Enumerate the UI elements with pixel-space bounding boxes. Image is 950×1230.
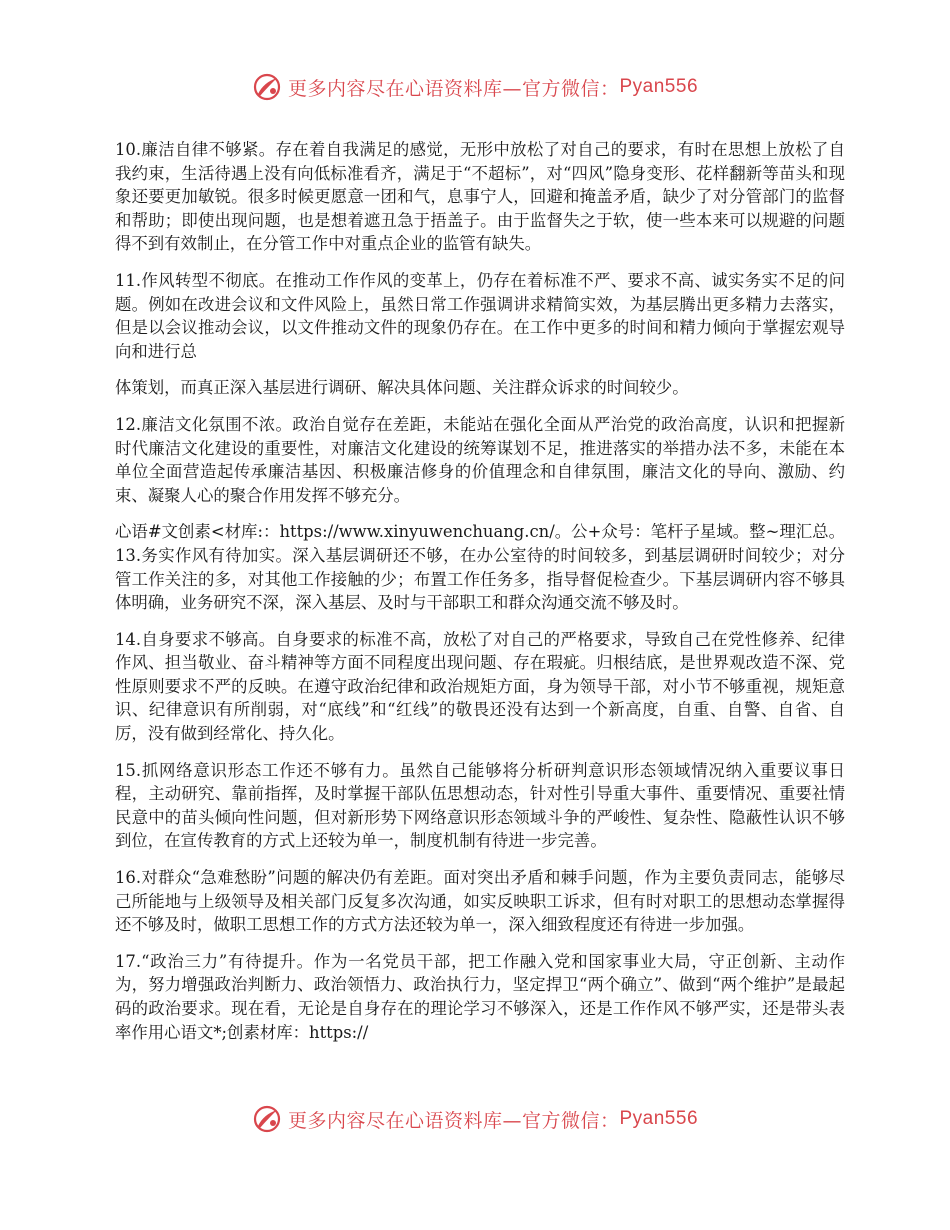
paragraph-10: 10.廉洁自律不够紧。存在着自我满足的感觉，无形中放松了对自己的要求，有时在思想上放松了自我约束，生活待遇上没有向低标准看齐，满足于“不超标”，对“四风”隐身变形、花样翻新等苗头和现象还要更加敏锐。很多时候更愿意一团和气，息事宁人，回避和掩盖矛盾，缺少了对分管部门的监督和帮助；即使出现问题，也是想着遮丑急于捂盖子。由于监督失之于软，使一些本来可以规避的问题得不到有效制止，在分管工作中对重点企业的监管有缺失。 [115, 140, 845, 254]
paragraph-13: 心语#文创素<材库:：https://www.xinyuwenchuang.cn/。公+众号：笔杆子星域。整~理汇总。13.务实作风有待加实。深入基层调研还不够，在办公室待的时间较多，到基层调研时间较少；对分管工作关注的多，对其他工作接触的少；布置工作任务多，指导督促检查少。下基层调研内容不够具体明确，业务研究不深，深入基层、及时与干部职工和群众沟通交流不够及时。 [115, 522, 845, 613]
paragraph-17: 17.“政治三力”有待提升。作为一名党员干部，把工作融入党和国家事业大局，守正创新、主动作为，努力增强政治判断力、政治领悟力、政治执行力，坚定捍卫“两个确立”、做到“两个维护”是最起码的政治要求。现在看，无论是自身存在的理论学习不够深入，还是工作作风不够严实，还是带头表率作用心语文*;创素材库：https:// [115, 951, 845, 1042]
paragraph-14: 14.自身要求不够高。自身要求的标准不高，放松了对自己的严格要求，导致自己在党性修养、纪律作风、担当敬业、奋斗精神等方面不同程度出现问题、存在瑕疵。归根结底，是世界观改造不深、党性原则要求不严的反映。在遵守政治纪律和政治规矩方面，身为领导干部，对小节不够重视，规矩意识、纪律意识有所削弱，对“底线”和“红线”的敬畏还没有达到一个新高度，自重、自警、自省、自厉，没有做到经常化、持久化。 [115, 629, 845, 744]
paragraph-11-continued: 体策划，而真正深入基层进行调研、解决具体问题、关注群众诉求的时间较少。 [115, 378, 689, 398]
paragraph-16: 16.对群众“急难愁盼”问题的解决仍有差距。面对突出矛盾和棘手问题，作为主要负责同志，能够尽己所能地与上级领导及相关部门反复多次沟通，如实反映职工诉求，但有时对职工的思想动态掌握得还不够及时，做职工思想工作的方式方法还较为单一，深入细致程度还有待进一步加强。 [115, 868, 845, 935]
footer-banner [0, 1104, 950, 1134]
paragraph-11: 11.作风转型不彻底。在推动工作作风的变革上，仍存在着标准不严、要求不高、诚实务实不足的问题。例如在改进会议和文件风险上，虽然日常工作强调讲求精简实效，为基层腾出更多精力去落实，但是以会议推动会议，以文件推动文件的现象仍存在。在工作中更多的时间和精力倾向于掌握宏观导向和进行总 [115, 270, 845, 361]
brush-logo-icon [252, 1104, 282, 1134]
header-banner-text: 更多内容尽在心语资料库—官方微信： [287, 77, 620, 100]
footer-banner-text: 更多内容尽在心语资料库—官方微信： [287, 1109, 620, 1132]
header-wechat-id: Pyan556 [619, 76, 699, 97]
footer-wechat-id: Pyan556 [619, 1108, 699, 1129]
paragraph-12: 12.廉洁文化氛围不浓。政治自觉存在差距，未能站在强化全面从严治党的政治高度，认识和把握新时代廉洁文化建设的重要性，对廉洁文化建设的统筹谋划不足，推进落实的举措办法不多，未能在本单位全面营造起传承廉洁基因、积极廉洁修身的价值理念和自律氛围，廉洁文化的导向、激励、约束、凝聚人心的聚合作用发挥不够充分。 [115, 414, 845, 505]
paragraph-15: 15.抓网络意识形态工作还不够有力。虽然自己能够将分析研判意识形态领域情况纳入重要议事日程，主动研究、靠前指挥，及时掌握干部队伍思想动态，针对性引导重大事件、重要情况、重要社情民意中的苗头倾向性问题，但对新形势下网络意识形态领域斗争的严峻性、复杂性、隐蔽性认识不够到位，在宣传教育的方式上还较为单一，制度机制有待进一步完善。 [115, 760, 845, 851]
document-body [115, 138, 845, 1057]
header-banner [0, 72, 950, 102]
brush-logo-icon [252, 72, 282, 102]
